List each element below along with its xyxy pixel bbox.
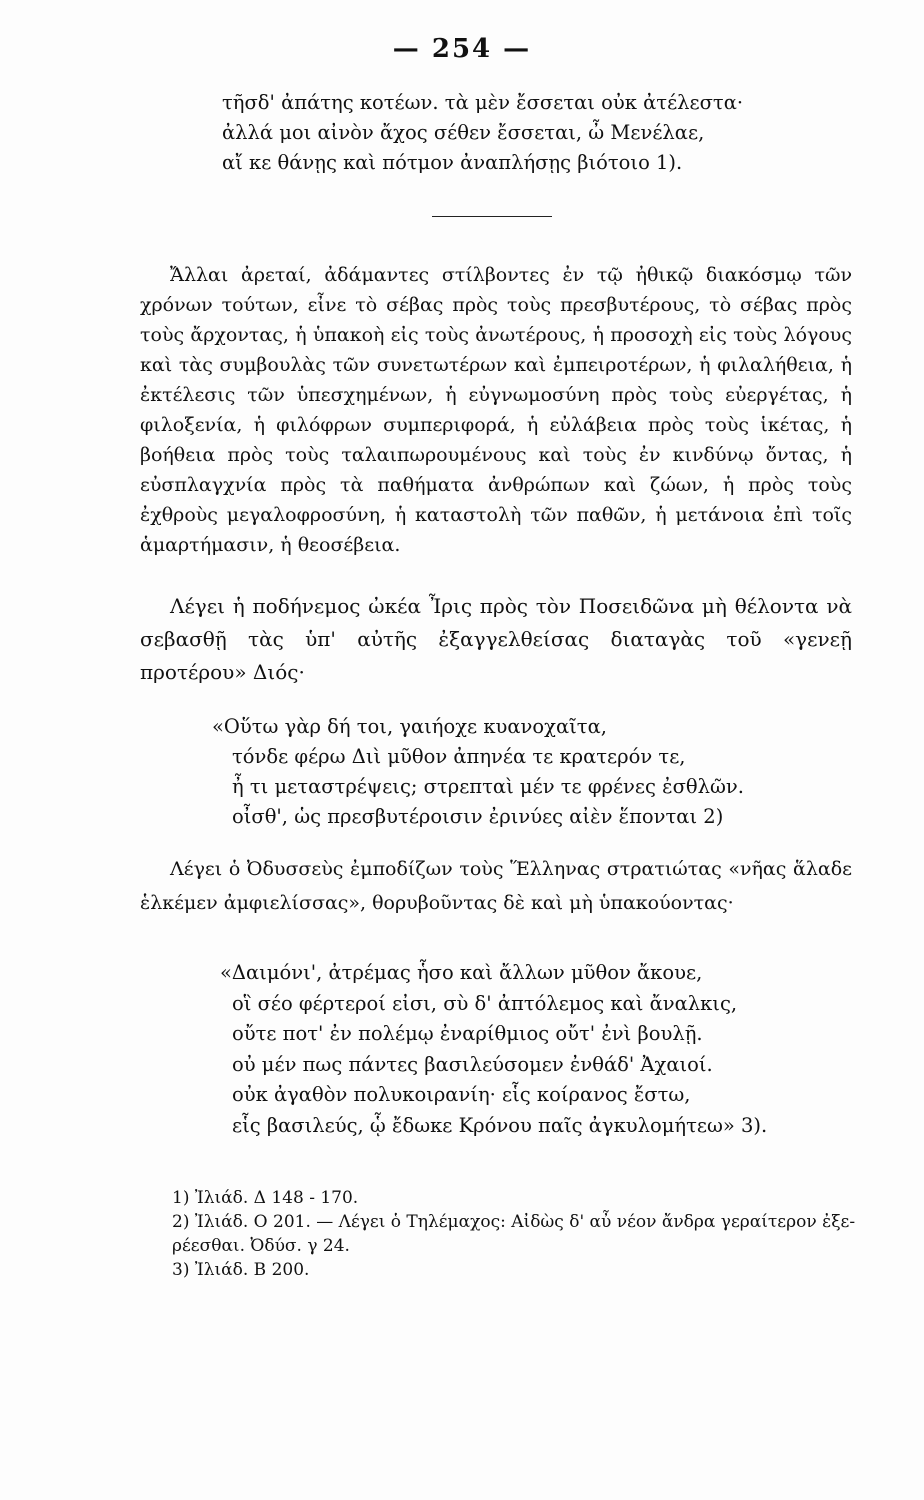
page-number: — 254 — — [392, 34, 532, 64]
verse-quote-3 — [220, 958, 767, 1141]
verse-line: τόνδε φέρω Διὶ μῦθον ἀπηνέα τε κρατερόν τε, — [232, 745, 686, 768]
footnote-3: 3) Ἰλιάδ. Β 200. — [172, 1260, 310, 1280]
footnotes — [172, 1186, 856, 1282]
verse-quote-2 — [212, 712, 744, 832]
verse-line: «Οὕτω γὰρ δή τοι, γαιήοχε κυανοχαῖτα, — [212, 715, 607, 738]
section-divider — [432, 216, 552, 217]
footnote-1: 1) Ἰλιάδ. Δ 148 - 170. — [172, 1188, 359, 1208]
verse-quote-1 — [222, 88, 743, 178]
paragraph-iris: Λέγει ἡ ποδήνεμος ὠκέα Ἶρις πρὸς τὸν Ποσειδῶνα μὴ θέλοντα νὰ σεβασθῇ τὰς ὑπ' αὐτῆς ἐξαγγελθείσας διαταγὰς τοῦ «γενεῇ προτέρου» Διός· — [140, 594, 852, 684]
verse-line: ἦ τι μεταστρέψεις; στρεπταὶ μέν τε φρένες ἐσθλῶν. — [232, 775, 744, 798]
verse-line: οὐκ ἀγαθὸν πολυκοιρανίη· εἷς κοίρανος ἔστω, — [232, 1083, 691, 1106]
footnote-2-continuation: ρέεσθαι. Ὀδύσ. γ 24. — [172, 1236, 350, 1256]
footnote-2: 2) Ἰλιάδ. Ο 201. — Λέγει ὁ Τηλέμαχος: Αἰδὼς δ' αὖ νέον ἄνδρα γεραίτερον ἐξε- — [172, 1212, 856, 1232]
verse-line: ἀλλά μοι αἰνὸν ἄχος σέθεν ἔσσεται, ὦ Μενέλαε, — [222, 121, 705, 144]
verse-line: οἳ σέο φέρτεροί εἰσι, σὺ δ' ἀπτόλεμος καὶ ἄναλκις, — [232, 991, 738, 1015]
verse-line: «Δαιμόνι', ἀτρέμας ἧσο καὶ ἄλλων μῦθον ἄκουε, — [220, 961, 703, 984]
verse-line: εἷς βασιλεύς, ᾧ ἔδωκε Κρόνου παῖς ἀγκυλομήτεω» 3). — [232, 1113, 768, 1137]
paragraph-odysseus: Λέγει ὁ Ὀδυσσεὺς ἐμποδίζων τοὺς Ἕλληνας στρατιώτας «νῆας ἅλαδε ἑλκέμεν ἀμφιελίσσας», θορυβοῦντας δὲ καὶ μὴ ὑπακούοντας· — [140, 858, 852, 914]
verse-line: οὔτε ποτ' ἐν πολέμῳ ἐναρίθμιος οὔτ' ἐνὶ βουλῇ. — [232, 1022, 703, 1045]
paragraph-virtues: Ἄλλαι ἀρεταί, ἀδάμαντες στίλβοντες ἐν τῷ ἠθικῷ διακόσμῳ τῶν χρόνων τούτων, εἶνε τὸ σέβας πρὸς τοὺς πρεσβυτέρους, τὸ σέβας πρὸς τοὺς ἄρχοντας, ἡ ὑπακοὴ εἰς τοὺς ἀνωτέρους, ἡ προσοχὴ εἰς τοὺς λόγους καὶ τὰς συμβουλὰς τῶν συνετωτέρων καὶ ἐμπειροτέρων, ἡ φιλαλήθεια, ἡ ἐκτέλεσις τῶν ὑπεσχημένων, ἡ εὐγνωμοσύνη πρὸς τοὺς εὐεργέτας, ἡ φιλοξενία, ἡ φιλόφρων συμπεριφορά, ἡ εὐλάβεια πρὸς τοὺς ἱκέτας, ἡ βοήθεια πρὸς τοὺς ταλαιπωρουμένους καὶ τοὺς ἐν κινδύνῳ ὄντας, ἡ εὐσπλαγχνία πρὸς τὰ παθήματα ἀνθρώπων καὶ ζώων, ἡ πρὸς τοὺς ἐχθροὺς μεγαλοφροσύνη, ἡ καταστολὴ τῶν παθῶν, ἡ μετάνοια ἐπὶ τοῖς ἁμαρτήμασιν, ἡ θεοσέβεια. — [140, 264, 852, 556]
verse-line: τῆσδ' ἀπάτης κοτέων. τὰ μὲν ἔσσεται οὐκ ἀτέλεστα· — [222, 91, 744, 114]
verse-line: αἴ κε θάνῃς καὶ πότμον ἀναπλήσῃς βιότοιο 1). — [222, 151, 683, 174]
verse-line: οὐ μέν πως πάντες βασιλεύσομεν ἐνθάδ' Ἀχαιοί. — [232, 1052, 713, 1076]
verse-line: οἶσθ', ὡς πρεσβυτέροισιν ἐρινύες αἰὲν ἕπονται 2) — [232, 805, 724, 828]
